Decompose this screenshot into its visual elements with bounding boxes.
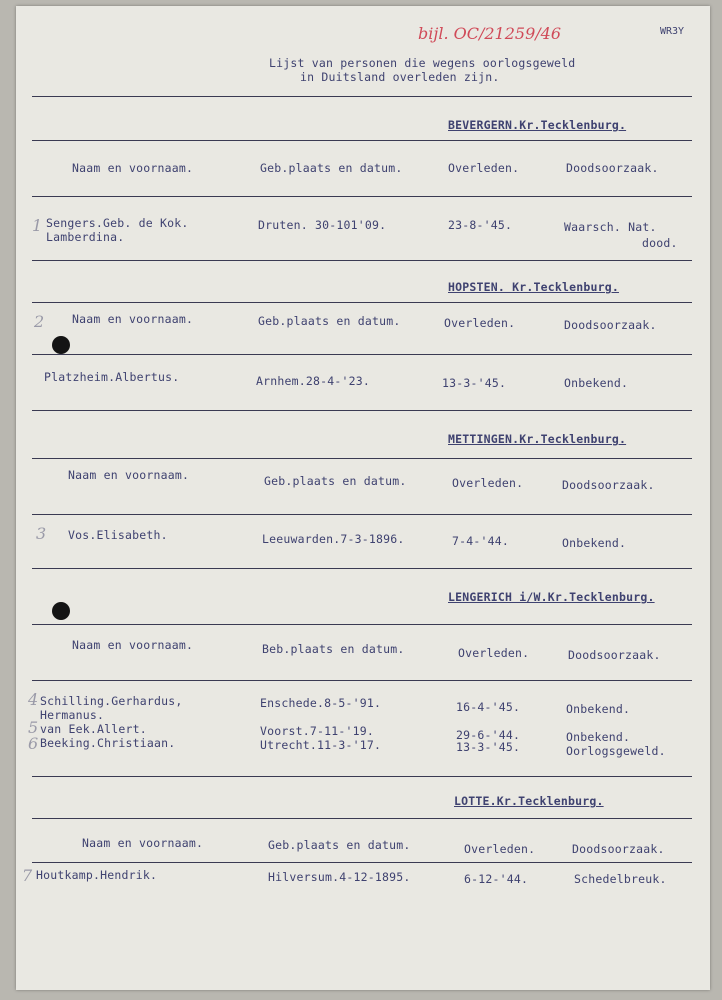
row-cause: Onbekend. — [564, 376, 629, 390]
col-header-name: Naam en voornaam. — [68, 468, 190, 482]
section-heading: LOTTE.Kr.Tecklenburg. — [454, 794, 604, 808]
row-number: 7 — [22, 866, 33, 885]
row-name-cont: Lamberdina. — [46, 230, 125, 244]
col-header-cause: Doodsoorzaak. — [566, 161, 659, 175]
handwritten-annotation: bijl. OC/21259/46 — [418, 24, 562, 43]
row-birth: Voorst.7-11-'19. — [260, 724, 374, 738]
divider — [32, 568, 692, 569]
row-number: 5 — [28, 718, 39, 737]
row-birth: Enschede.8-5-'91. — [260, 696, 382, 710]
row-name: Houtkamp.Hendrik. — [36, 868, 158, 882]
col-header-died: Overleden. — [452, 476, 524, 490]
row-name: Vos.Elisabeth. — [68, 528, 168, 542]
col-header-name: Naam en voornaam. — [72, 638, 194, 652]
title-line-2: in Duitsland overleden zijn. — [300, 70, 500, 84]
divider — [32, 410, 692, 411]
row-birth: Hilversum.4-12-1895. — [268, 870, 411, 884]
divider — [32, 302, 692, 303]
row-died: 13-3-'45. — [442, 376, 507, 390]
divider — [32, 514, 692, 515]
row-cause: Onbekend. — [566, 730, 631, 744]
divider — [32, 260, 692, 261]
col-header-birth: Geb.plaats en datum. — [264, 474, 407, 488]
divider — [32, 354, 692, 355]
title-line-1: Lijst van personen die wegens oorlogsgeweld — [269, 56, 576, 70]
divider — [32, 96, 692, 97]
divider — [32, 776, 692, 777]
col-header-name: Naam en voornaam. — [82, 836, 204, 850]
section-heading: METTINGEN.Kr.Tecklenburg. — [448, 432, 627, 446]
row-number: 3 — [36, 524, 47, 543]
row-birth: Utrecht.11-3-'17. — [260, 738, 382, 752]
divider — [32, 196, 692, 197]
row-cause: Onbekend. — [566, 702, 631, 716]
col-header-died: Overleden. — [448, 161, 520, 175]
row-name: Sengers.Geb. de Kok. — [46, 216, 189, 230]
row-cause: Schedelbreuk. — [574, 872, 667, 886]
col-header-birth: Geb.plaats en datum. — [258, 314, 401, 328]
row-died: 23-8-'45. — [448, 218, 513, 232]
row-died: 6-12-'44. — [464, 872, 529, 886]
row-name: Beeking.Christiaan. — [40, 736, 176, 750]
punch-hole — [52, 336, 70, 354]
col-header-cause: Doodsoorzaak. — [562, 478, 655, 492]
row-cause: Oorlogsgeweld. — [566, 744, 666, 758]
row-birth: Druten. 30-101'09. — [258, 218, 387, 232]
row-number: 1 — [32, 216, 43, 235]
col-header-name: Naam en voornaam. — [72, 161, 194, 175]
col-header-birth: Beb.plaats en datum. — [262, 642, 405, 656]
row-died: 13-3-'45. — [456, 740, 521, 754]
row-number: 4 — [28, 690, 39, 709]
punch-hole — [52, 602, 70, 620]
divider — [32, 680, 692, 681]
row-number: 6 — [28, 734, 39, 753]
row-name-cont: Hermanus. — [40, 708, 105, 722]
section-heading: BEVERGERN.Kr.Tecklenburg. — [448, 118, 627, 132]
row-cause-cont: dood. — [642, 236, 678, 250]
divider — [32, 624, 692, 625]
col-header-birth: Geb.plaats en datum. — [268, 838, 411, 852]
row-birth: Leeuwarden.7-3-1896. — [262, 532, 405, 546]
col-header-birth: Geb.plaats en datum. — [260, 161, 403, 175]
row-birth: Arnhem.28-4-'23. — [256, 374, 370, 388]
divider — [32, 140, 692, 141]
row-name: Platzheim.Albertus. — [44, 370, 180, 384]
divider — [32, 458, 692, 459]
row-cause: Waarsch. Nat. — [564, 220, 657, 234]
row-name: Schilling.Gerhardus, — [40, 694, 183, 708]
row-name: van Eek.Allert. — [40, 722, 147, 736]
col-header-name: Naam en voornaam. — [72, 312, 194, 326]
row-number: 2 — [34, 312, 45, 331]
col-header-died: Overleden. — [464, 842, 536, 856]
divider — [32, 818, 692, 819]
section-heading: HOPSTEN. Kr.Tecklenburg. — [448, 280, 619, 294]
col-header-cause: Doodsoorzaak. — [568, 648, 661, 662]
row-cause: Onbekend. — [562, 536, 627, 550]
col-header-died: Overleden. — [444, 316, 516, 330]
section-heading: LENGERICH i/W.Kr.Tecklenburg. — [448, 590, 655, 604]
row-died: 16-4-'45. — [456, 700, 521, 714]
row-died: 29-6-'44. — [456, 728, 521, 742]
divider — [32, 862, 692, 863]
col-header-died: Overleden. — [458, 646, 530, 660]
col-header-cause: Doodsoorzaak. — [572, 842, 665, 856]
document-page — [16, 6, 710, 990]
col-header-cause: Doodsoorzaak. — [564, 318, 657, 332]
reference-code: WR3Y — [660, 26, 685, 37]
row-died: 7-4-'44. — [452, 534, 509, 548]
